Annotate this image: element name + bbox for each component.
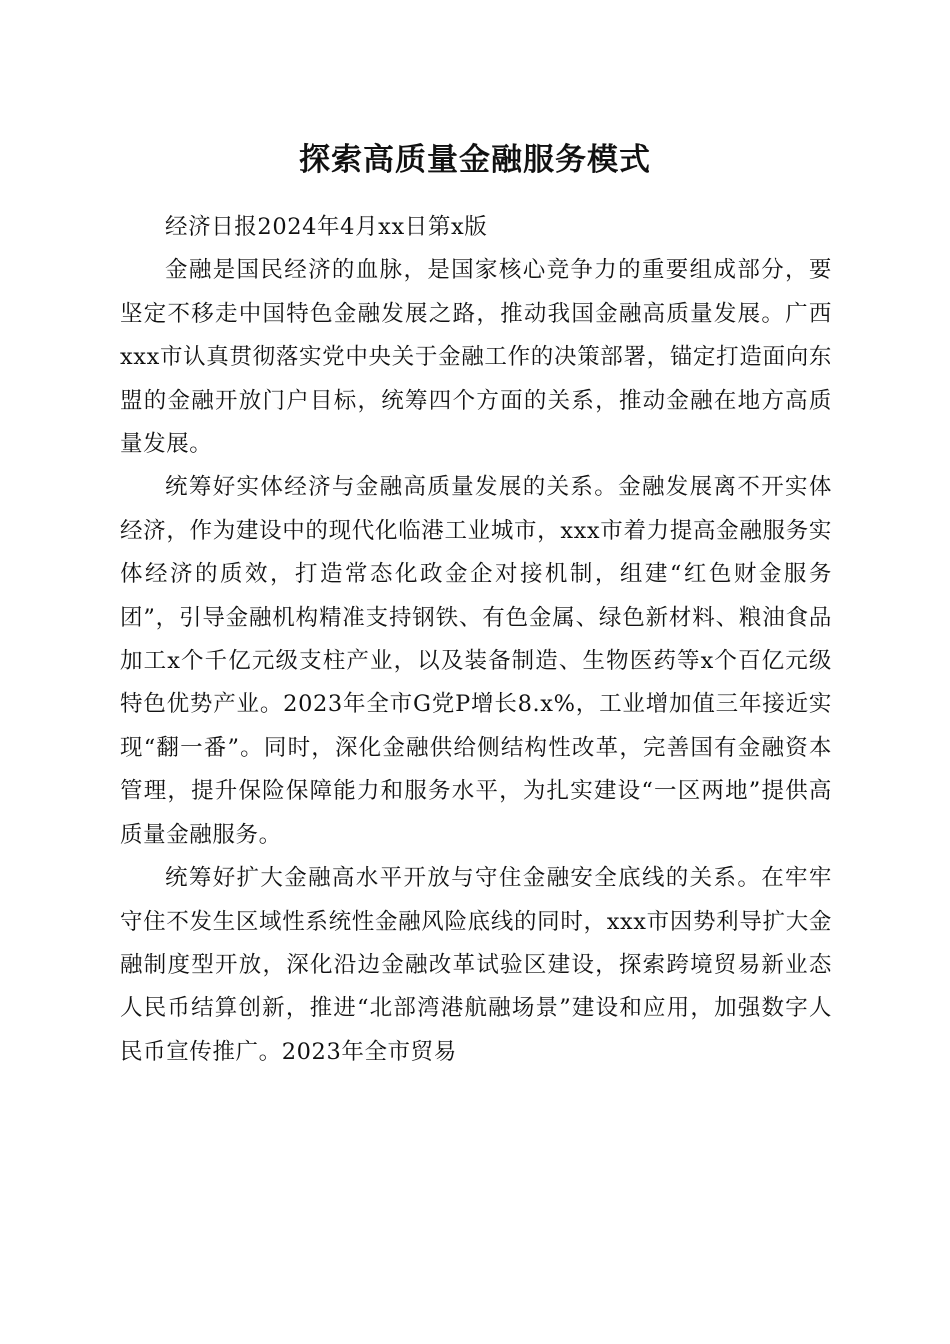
paragraph-opening-security: 统筹好扩大金融高水平开放与守住金融安全底线的关系。在牢牢守住不发生区域性系统性金融风险底线的同时，xxx市因势利导扩大金融制度型开放，深化沿边金融改革试验区建设，探索跨境贸易新业态人民币结算创新，推进“北部湾港航融场景”建设和应用，加强数字人民币宣传推广。2023年全市贸易 [120,865,832,1065]
source-line: 经济日报2024年4月xx日第x版 [165,214,488,240]
paragraph-real-economy: 统筹好实体经济与金融高质量发展的关系。金融发展离不开实体经济，作为建设中的现代化临港工业城市，xxx市着力提高金融服务实体经济的质效，打造常态化政金企对接机制，组建“红色财金服务团”，引导金融机构精准支持钢铁、有色金属、绿色新材料、粮油食品加工x个千亿元级支柱产业，以及装备制造、生物医药等x个百亿元级特色优势产业。2023年全市G党P增长8.x%，工业增加值三年接近实现“翻一番”。同时，深化金融供给侧结构性改革，完善国有金融资本管理，提升保险保障能力和服务水平，为扎实建设“一区两地”提供高质量金融服务。 [120,474,832,848]
document-body [120,206,832,1074]
paragraph-intro: 金融是国民经济的血脉，是国家核心竞争力的重要组成部分，要坚定不移走中国特色金融发展之路，推动我国金融高质量发展。广西xxx市认真贯彻落实党中央关于金融工作的决策部署，锚定打造面向东盟的金融开放门户目标，统筹四个方面的关系，推动金融在地方高质量发展。 [120,257,832,458]
document-title: 探索高质量金融服务模式 [299,142,651,178]
